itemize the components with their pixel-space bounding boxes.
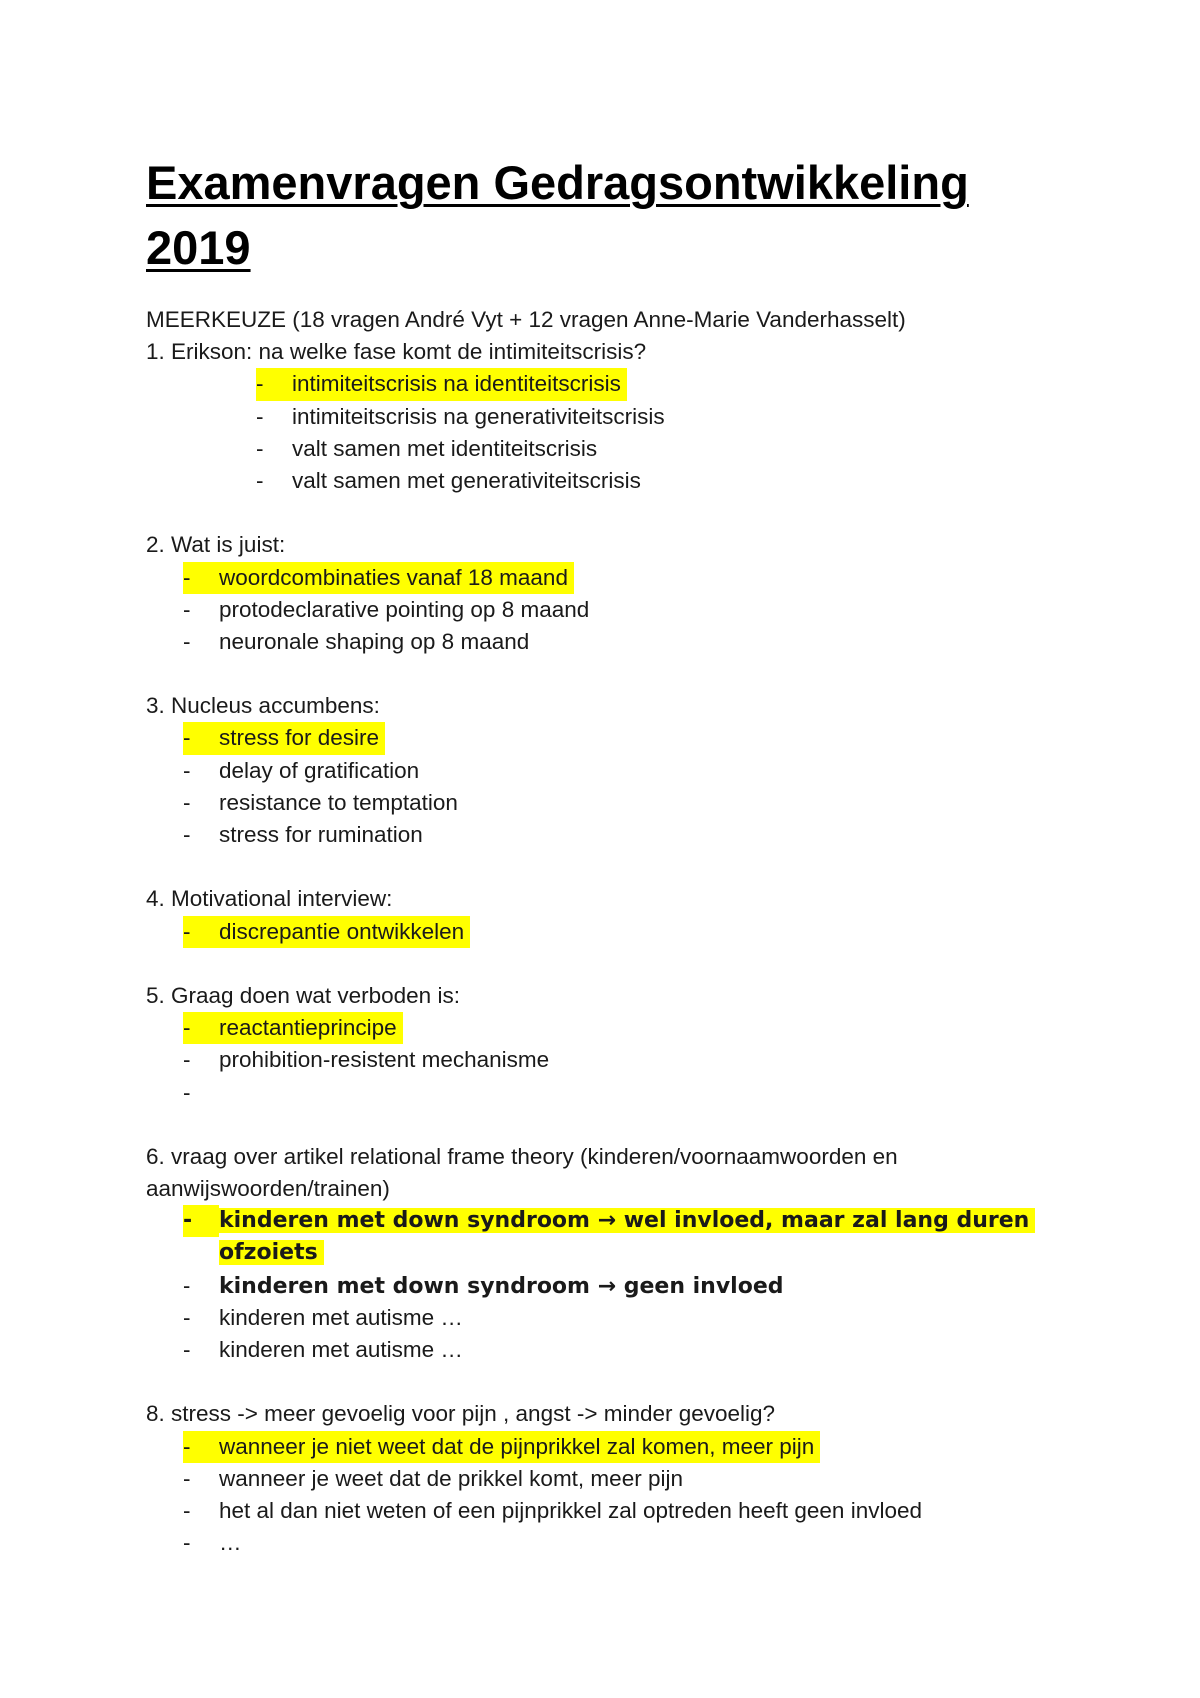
answer-option-correct: - wanneer je niet weet dat de pijnprikkel zal komen, meer pijn [146,1431,1056,1463]
answer-option-correct: - reactantieprincipe [146,1012,1056,1044]
question-3 [146,690,1056,851]
answer-option: - kinderen met autisme … [183,1304,463,1330]
intro-line: MEERKEUZE (18 vragen André Vyt + 12 vragen Anne-Marie Vanderhasselt) [146,307,906,332]
answer-option: - valt samen met generativiteitscrisis [256,467,641,493]
question-text-line-2: aanwijswoorden/trainen) [146,1176,390,1202]
question-text: 1. Erikson: na welke fase komt de intimiteitscrisis? [146,339,647,365]
answer-option: - valt samen met identiteitscrisis [256,435,598,461]
answer-option: - protodeclarative pointing op 8 maand [183,596,590,622]
answer-option: - kinderen met down syndroom → geen invloed [183,1272,784,1299]
question-text: 4. Motivational interview: [146,886,393,912]
answer-option: - resistance to temptation [183,789,458,815]
question-1 [146,336,1056,497]
question-6 [146,1141,1056,1366]
question-4 [146,883,1056,947]
document-body [146,304,1056,1559]
answer-option: - prohibition-resistent mechanisme [183,1047,550,1073]
answer-option-correct: - intimiteitscrisis na identiteitscrisis [146,368,1056,400]
question-text: 2. Wat is juist: [146,532,286,558]
question-8 [146,1398,1056,1559]
answer-option: - neuronale shaping op 8 maand [183,628,530,654]
answer-option: - delay of gratification [183,757,420,783]
page-title: Examenvragen Gedragsontwikkeling 2019 [146,156,969,274]
question-2 [146,529,1056,658]
answer-option-correct: - woordcombinaties vanaf 18 maand [146,562,1056,594]
answer-option-correct: - discrepantie ontwikkelen [146,916,1056,948]
answer-option-empty: - [183,1079,191,1105]
answer-option: - kinderen met autisme … [183,1337,463,1363]
question-text: 5. Graag doen wat verboden is: [146,982,460,1008]
question-text: 3. Nucleus accumbens: [146,693,380,719]
question-5 [146,980,1056,1109]
question-text-line-1: 6. vraag over artikel relational frame theory (kinderen/voornaamwoorden en [146,1143,898,1169]
answer-option: - … [183,1530,242,1556]
answer-option: - het al dan niet weten of een pijnprikkel zal optreden heeft geen invloed [183,1497,922,1523]
answer-option-correct: - stress for desire [146,722,1056,754]
answer-option-correct: - kinderen met down syndroom → wel invloed, maar zal lang duren ofzoiets [146,1205,1056,1269]
answer-option: - wanneer je weet dat de prikkel komt, meer pijn [183,1465,683,1491]
answer-option: - intimiteitscrisis na generativiteitscrisis [256,403,665,429]
question-text: 8. stress -> meer gevoelig voor pijn , angst -> minder gevoelig? [146,1401,776,1427]
answer-option: - stress for rumination [183,822,423,847]
